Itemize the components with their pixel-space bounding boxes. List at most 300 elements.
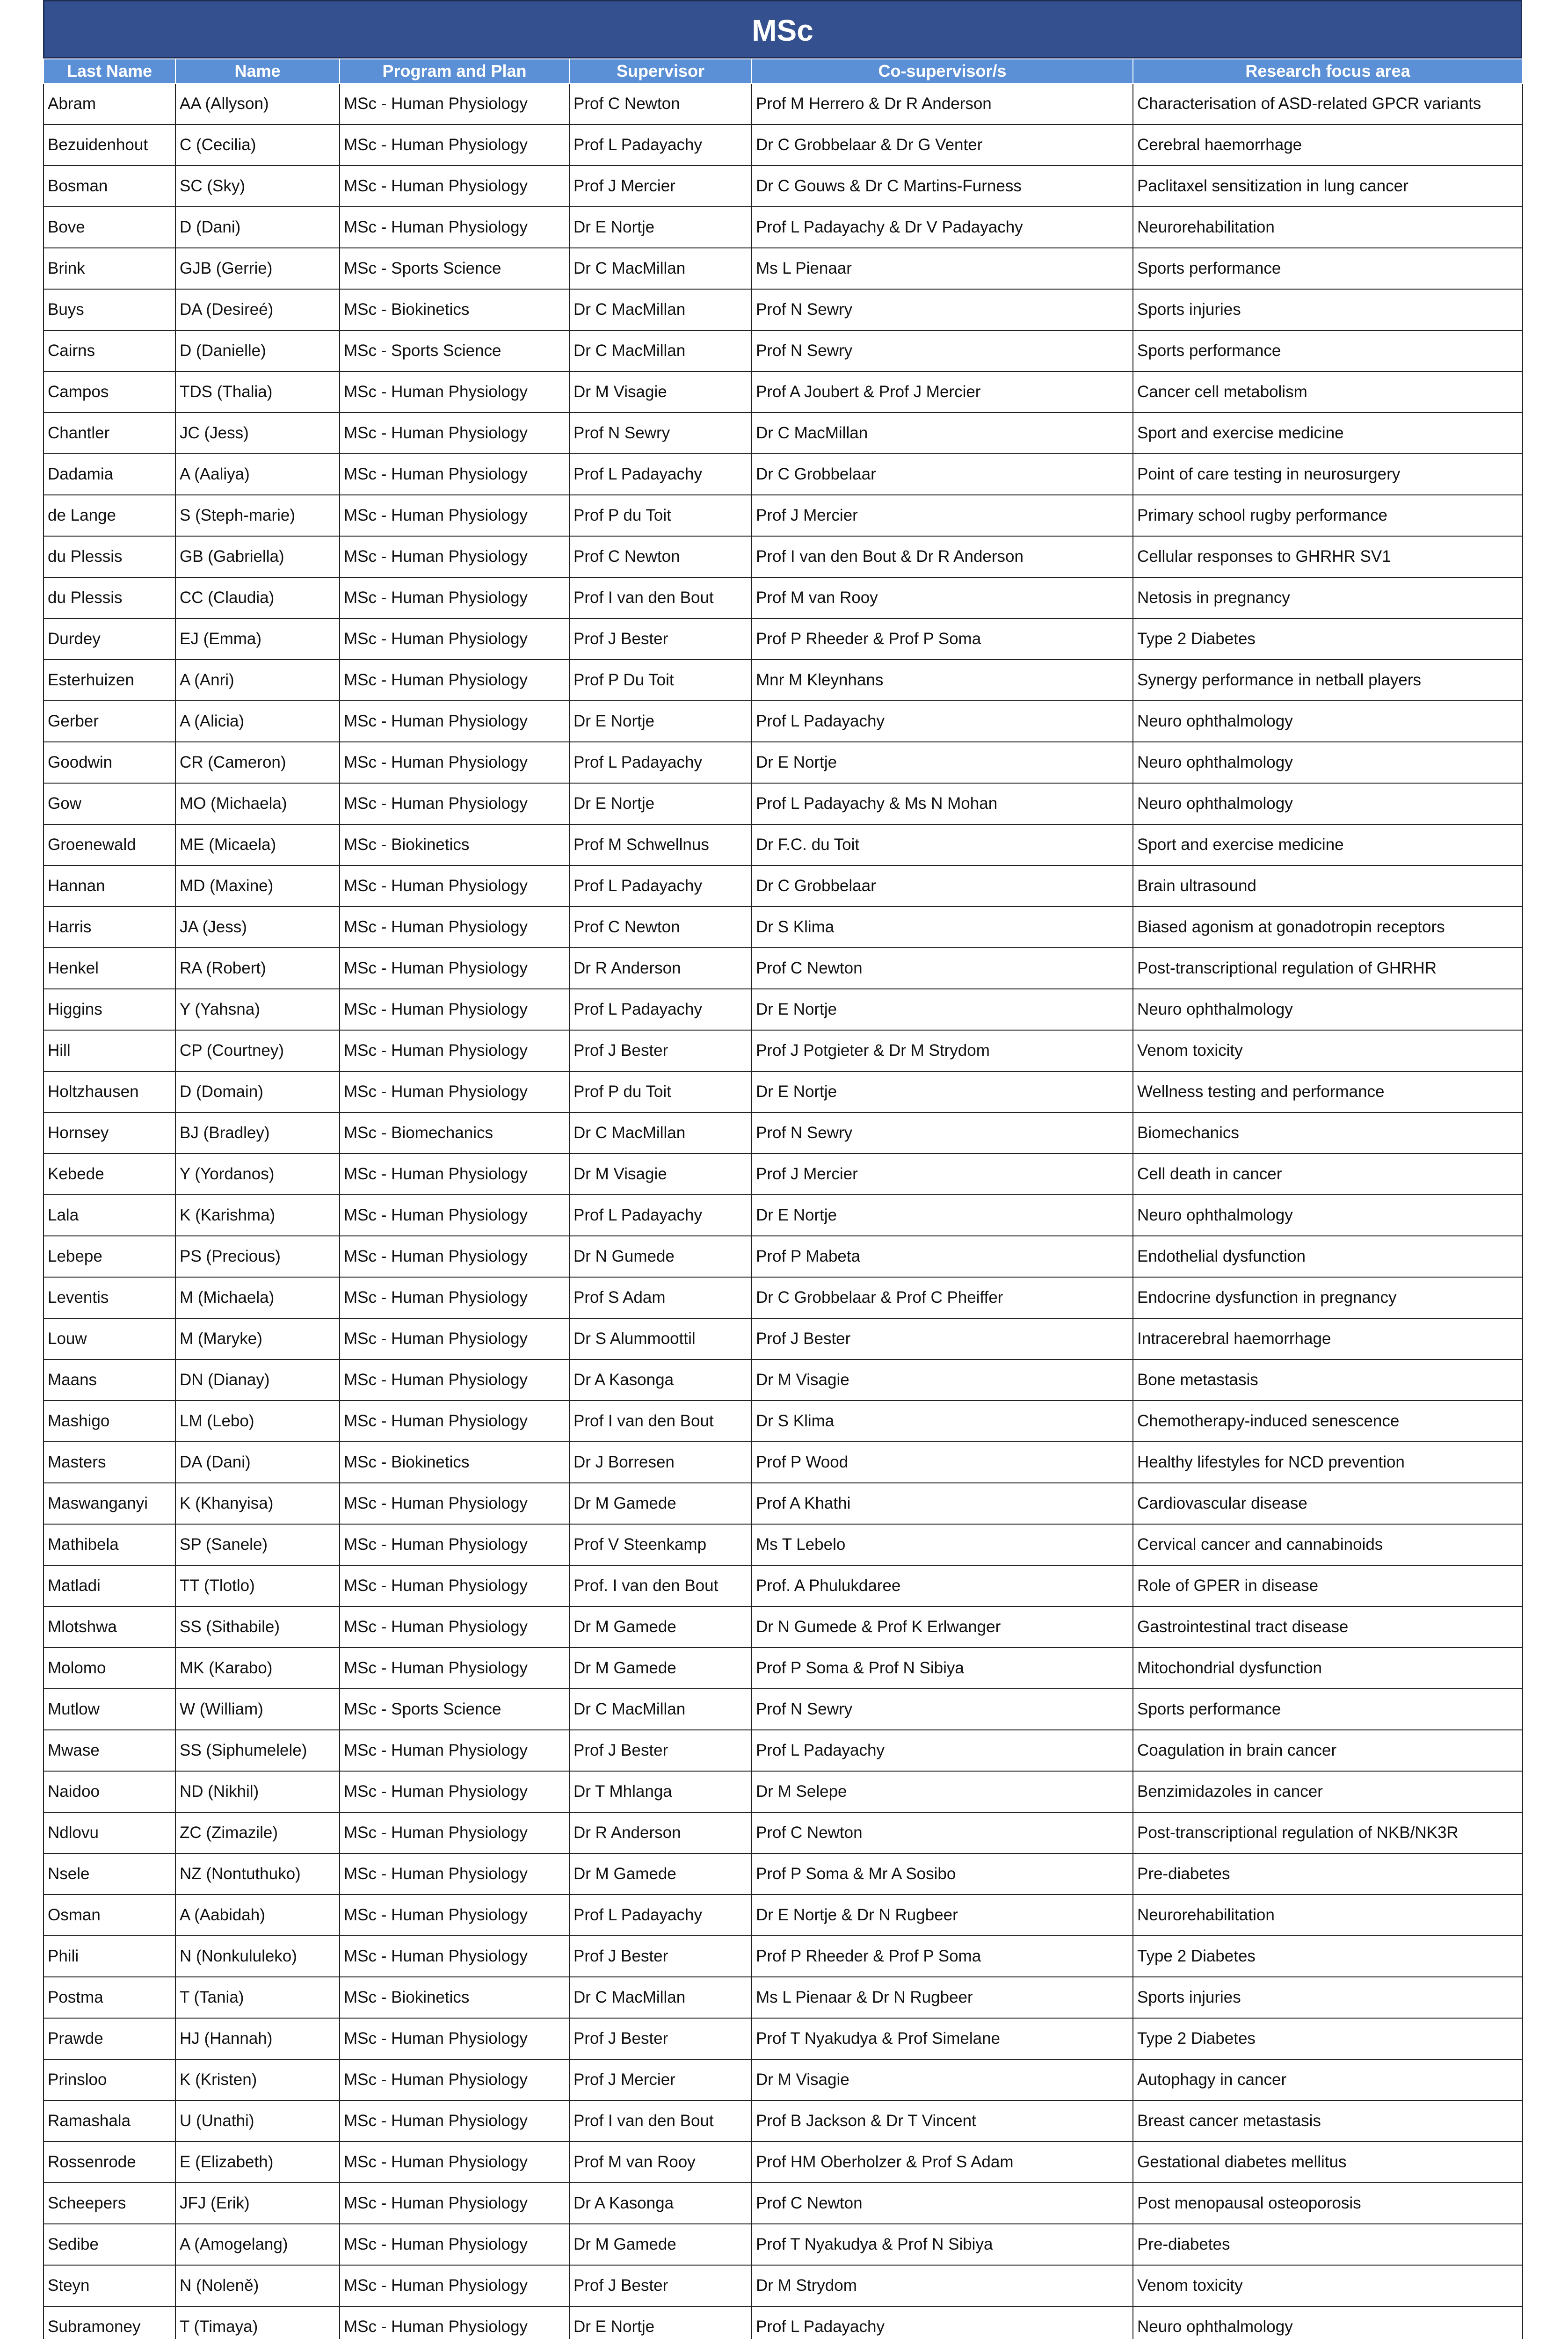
cell-research-focus-area: Sport and exercise medicine: [1133, 824, 1523, 865]
cell-program-and-plan: MSc - Human Physiology: [340, 1236, 569, 1277]
cell-program-and-plan: MSc - Human Physiology: [340, 2100, 569, 2142]
cell-program-and-plan: MSc - Human Physiology: [340, 701, 569, 742]
cell-co-supervisors: Prof P Rheeder & Prof P Soma: [752, 1936, 1133, 1977]
cell-research-focus-area: Autophagy in cancer: [1133, 2059, 1523, 2100]
cell-name: A (Alicia): [175, 701, 340, 742]
cell-supervisor: Dr C MacMillan: [569, 330, 752, 371]
cell-co-supervisors: Prof P Rheeder & Prof P Soma: [752, 618, 1133, 660]
table-row: [44, 2265, 1523, 2306]
cell-last-name: Bove: [44, 207, 175, 248]
table-row: [44, 742, 1523, 783]
cell-name: D (Danielle): [175, 330, 340, 371]
cell-research-focus-area: Type 2 Diabetes: [1133, 1936, 1523, 1977]
cell-last-name: Campos: [44, 371, 175, 413]
cell-last-name: Mashigo: [44, 1401, 175, 1442]
table-row: [44, 2142, 1523, 2183]
msc-header-row: [44, 59, 1523, 83]
cell-supervisor: Dr C MacMillan: [569, 248, 752, 289]
cell-research-focus-area: Netosis in pregnancy: [1133, 577, 1523, 618]
cell-program-and-plan: MSc - Human Physiology: [340, 1195, 569, 1236]
cell-last-name: Steyn: [44, 2265, 175, 2306]
cell-supervisor: Prof S Adam: [569, 1277, 752, 1318]
table-row: [44, 660, 1523, 701]
cell-name: JFJ (Erik): [175, 2183, 340, 2224]
cell-co-supervisors: Prof M Herrero & Dr R Anderson: [752, 83, 1133, 124]
table-row: [44, 948, 1523, 989]
cell-name: N (Noleně): [175, 2265, 340, 2306]
table-row: [44, 1812, 1523, 1853]
cell-name: TT (Tlotlo): [175, 1565, 340, 1606]
cell-program-and-plan: MSc - Human Physiology: [340, 1730, 569, 1771]
cell-research-focus-area: Sports injuries: [1133, 1977, 1523, 2018]
cell-research-focus-area: Characterisation of ASD-related GPCR variants: [1133, 83, 1523, 124]
cell-co-supervisors: Dr E Nortje: [752, 742, 1133, 783]
cell-last-name: Bezuidenhout: [44, 124, 175, 166]
table-row: [44, 330, 1523, 371]
cell-research-focus-area: Pre-diabetes: [1133, 2224, 1523, 2265]
cell-research-focus-area: Benzimidazoles in cancer: [1133, 1771, 1523, 1812]
cell-program-and-plan: MSc - Human Physiology: [340, 495, 569, 536]
column-header-research-focus-area: Research focus area: [1133, 59, 1523, 83]
cell-research-focus-area: Cervical cancer and cannabinoids: [1133, 1524, 1523, 1565]
cell-program-and-plan: MSc - Human Physiology: [340, 1606, 569, 1648]
cell-name: A (Anri): [175, 660, 340, 701]
table-row: [44, 824, 1523, 865]
cell-last-name: Matladi: [44, 1565, 175, 1606]
cell-last-name: Gow: [44, 783, 175, 824]
cell-last-name: Lala: [44, 1195, 175, 1236]
table-row: [44, 371, 1523, 413]
cell-research-focus-area: Sports performance: [1133, 248, 1523, 289]
cell-last-name: Cairns: [44, 330, 175, 371]
table-row: [44, 248, 1523, 289]
cell-research-focus-area: Cancer cell metabolism: [1133, 371, 1523, 413]
table-row: [44, 618, 1523, 660]
cell-last-name: Nsele: [44, 1853, 175, 1895]
cell-supervisor: Prof J Bester: [569, 2018, 752, 2059]
cell-program-and-plan: MSc - Biokinetics: [340, 1442, 569, 1483]
cell-research-focus-area: Biased agonism at gonadotropin receptors: [1133, 907, 1523, 948]
table-row: [44, 1112, 1523, 1154]
cell-last-name: Groenewald: [44, 824, 175, 865]
cell-program-and-plan: MSc - Human Physiology: [340, 742, 569, 783]
table-row: [44, 207, 1523, 248]
cell-last-name: Masters: [44, 1442, 175, 1483]
table-row: [44, 289, 1523, 330]
cell-supervisor: Prof P du Toit: [569, 495, 752, 536]
cell-co-supervisors: Prof A Joubert & Prof J Mercier: [752, 371, 1133, 413]
cell-last-name: Henkel: [44, 948, 175, 989]
cell-research-focus-area: Post-transcriptional regulation of GHRHR: [1133, 948, 1523, 989]
cell-program-and-plan: MSc - Human Physiology: [340, 2059, 569, 2100]
cell-last-name: Mutlow: [44, 1689, 175, 1730]
table-row: [44, 1895, 1523, 1936]
cell-program-and-plan: MSc - Human Physiology: [340, 1812, 569, 1853]
cell-co-supervisors: Prof C Newton: [752, 2183, 1133, 2224]
cell-co-supervisors: Prof A Khathi: [752, 1483, 1133, 1524]
table-row: [44, 1401, 1523, 1442]
cell-program-and-plan: MSc - Human Physiology: [340, 413, 569, 454]
cell-co-supervisors: Prof P Soma & Prof N Sibiya: [752, 1648, 1133, 1689]
cell-research-focus-area: Breast cancer metastasis: [1133, 2100, 1523, 2142]
table-row: [44, 1318, 1523, 1359]
cell-name: CP (Courtney): [175, 1030, 340, 1071]
cell-program-and-plan: MSc - Sports Science: [340, 330, 569, 371]
table-row: [44, 1730, 1523, 1771]
cell-program-and-plan: MSc - Human Physiology: [340, 2224, 569, 2265]
cell-co-supervisors: Dr M Visagie: [752, 1359, 1133, 1401]
cell-program-and-plan: MSc - Human Physiology: [340, 1771, 569, 1812]
cell-supervisor: Dr M Gamede: [569, 1606, 752, 1648]
table-row: [44, 1277, 1523, 1318]
cell-supervisor: Dr C MacMillan: [569, 1112, 752, 1154]
cell-research-focus-area: Cellular responses to GHRHR SV1: [1133, 536, 1523, 577]
cell-name: Y (Yordanos): [175, 1154, 340, 1195]
cell-name: TDS (Thalia): [175, 371, 340, 413]
cell-last-name: Hill: [44, 1030, 175, 1071]
table-row: [44, 2018, 1523, 2059]
cell-co-supervisors: Dr E Nortje & Dr N Rugbeer: [752, 1895, 1133, 1936]
cell-supervisor: Dr R Anderson: [569, 948, 752, 989]
cell-research-focus-area: Pre-diabetes: [1133, 1853, 1523, 1895]
cell-supervisor: Prof J Bester: [569, 1030, 752, 1071]
cell-co-supervisors: Prof L Padayachy: [752, 701, 1133, 742]
cell-program-and-plan: MSc - Human Physiology: [340, 2306, 569, 2339]
cell-program-and-plan: MSc - Human Physiology: [340, 1524, 569, 1565]
cell-last-name: Brink: [44, 248, 175, 289]
cell-supervisor: Dr M Gamede: [569, 1483, 752, 1524]
cell-name: NZ (Nontuthuko): [175, 1853, 340, 1895]
cell-program-and-plan: MSc - Human Physiology: [340, 83, 569, 124]
cell-research-focus-area: Venom toxicity: [1133, 2265, 1523, 2306]
table-row: [44, 83, 1523, 124]
cell-supervisor: Prof J Bester: [569, 2265, 752, 2306]
table-row: [44, 124, 1523, 166]
cell-research-focus-area: Neurorehabilitation: [1133, 207, 1523, 248]
cell-supervisor: Prof J Bester: [569, 618, 752, 660]
cell-name: RA (Robert): [175, 948, 340, 989]
cell-last-name: Goodwin: [44, 742, 175, 783]
cell-co-supervisors: Dr C Grobbelaar: [752, 454, 1133, 495]
table-row: [44, 1030, 1523, 1071]
cell-co-supervisors: Prof J Potgieter & Dr M Strydom: [752, 1030, 1133, 1071]
cell-name: E (Elizabeth): [175, 2142, 340, 2183]
table-row: [44, 413, 1523, 454]
cell-name: PS (Precious): [175, 1236, 340, 1277]
cell-supervisor: Prof L Padayachy: [569, 454, 752, 495]
cell-last-name: Abram: [44, 83, 175, 124]
cell-program-and-plan: MSc - Human Physiology: [340, 948, 569, 989]
table-row: [44, 2100, 1523, 2142]
cell-program-and-plan: MSc - Human Physiology: [340, 454, 569, 495]
cell-program-and-plan: MSc - Human Physiology: [340, 166, 569, 207]
cell-program-and-plan: MSc - Human Physiology: [340, 207, 569, 248]
cell-program-and-plan: MSc - Biokinetics: [340, 289, 569, 330]
cell-research-focus-area: Type 2 Diabetes: [1133, 618, 1523, 660]
table-row: [44, 495, 1523, 536]
cell-last-name: Prinsloo: [44, 2059, 175, 2100]
cell-research-focus-area: Healthy lifestyles for NCD prevention: [1133, 1442, 1523, 1483]
table-row: [44, 783, 1523, 824]
cell-research-focus-area: Neuro ophthalmology: [1133, 989, 1523, 1030]
cell-co-supervisors: Prof J Bester: [752, 1318, 1133, 1359]
cell-last-name: du Plessis: [44, 577, 175, 618]
table-row: [44, 1483, 1523, 1524]
cell-program-and-plan: MSc - Human Physiology: [340, 1936, 569, 1977]
cell-co-supervisors: Dr E Nortje: [752, 1195, 1133, 1236]
cell-research-focus-area: Neuro ophthalmology: [1133, 783, 1523, 824]
cell-co-supervisors: Dr E Nortje: [752, 1071, 1133, 1112]
cell-name: S (Steph-marie): [175, 495, 340, 536]
table-row: [44, 1771, 1523, 1812]
cell-program-and-plan: MSc - Human Physiology: [340, 371, 569, 413]
cell-program-and-plan: MSc - Human Physiology: [340, 1359, 569, 1401]
cell-research-focus-area: Point of care testing in neurosurgery: [1133, 454, 1523, 495]
cell-research-focus-area: Gastrointestinal tract disease: [1133, 1606, 1523, 1648]
cell-name: GB (Gabriella): [175, 536, 340, 577]
cell-program-and-plan: MSc - Human Physiology: [340, 1895, 569, 1936]
cell-supervisor: Prof P du Toit: [569, 1071, 752, 1112]
cell-program-and-plan: MSc - Human Physiology: [340, 1853, 569, 1895]
cell-program-and-plan: MSc - Human Physiology: [340, 2142, 569, 2183]
cell-research-focus-area: Primary school rugby performance: [1133, 495, 1523, 536]
cell-supervisor: Dr C MacMillan: [569, 1977, 752, 2018]
cell-name: ME (Micaela): [175, 824, 340, 865]
cell-last-name: Molomo: [44, 1648, 175, 1689]
cell-co-supervisors: Prof P Mabeta: [752, 1236, 1133, 1277]
table-row: [44, 1071, 1523, 1112]
cell-supervisor: Prof I van den Bout: [569, 1401, 752, 1442]
cell-co-supervisors: Dr F.C. du Toit: [752, 824, 1133, 865]
cell-program-and-plan: MSc - Human Physiology: [340, 577, 569, 618]
cell-co-supervisors: Dr E Nortje: [752, 989, 1133, 1030]
cell-last-name: Mlotshwa: [44, 1606, 175, 1648]
cell-supervisor: Prof C Newton: [569, 83, 752, 124]
cell-supervisor: Prof L Padayachy: [569, 1895, 752, 1936]
cell-research-focus-area: Biomechanics: [1133, 1112, 1523, 1154]
cell-supervisor: Prof C Newton: [569, 907, 752, 948]
cell-program-and-plan: MSc - Biokinetics: [340, 824, 569, 865]
cell-name: M (Michaela): [175, 1277, 340, 1318]
cell-research-focus-area: Wellness testing and performance: [1133, 1071, 1523, 1112]
cell-last-name: Harris: [44, 907, 175, 948]
cell-name: ND (Nikhil): [175, 1771, 340, 1812]
column-header-supervisor: Supervisor: [569, 59, 752, 83]
table-row: [44, 454, 1523, 495]
table-row: [44, 865, 1523, 907]
cell-name: BJ (Bradley): [175, 1112, 340, 1154]
cell-supervisor: Dr R Anderson: [569, 1812, 752, 1853]
cell-last-name: Phili: [44, 1936, 175, 1977]
cell-name: D (Domain): [175, 1071, 340, 1112]
cell-program-and-plan: MSc - Human Physiology: [340, 2018, 569, 2059]
cell-co-supervisors: Dr M Visagie: [752, 2059, 1133, 2100]
cell-supervisor: Prof J Mercier: [569, 2059, 752, 2100]
cell-program-and-plan: MSc - Human Physiology: [340, 1483, 569, 1524]
cell-last-name: Naidoo: [44, 1771, 175, 1812]
table-row: [44, 1154, 1523, 1195]
cell-supervisor: Prof I van den Bout: [569, 577, 752, 618]
table-row: [44, 1442, 1523, 1483]
column-header-last-name: Last Name: [44, 59, 175, 83]
cell-last-name: Hannan: [44, 865, 175, 907]
table-row: [44, 989, 1523, 1030]
cell-research-focus-area: Intracerebral haemorrhage: [1133, 1318, 1523, 1359]
cell-research-focus-area: Endothelial dysfunction: [1133, 1236, 1523, 1277]
cell-last-name: Kebede: [44, 1154, 175, 1195]
table-row: [44, 1689, 1523, 1730]
msc-section: [43, 0, 1522, 2339]
cell-supervisor: Dr C MacMillan: [569, 289, 752, 330]
cell-research-focus-area: Post menopausal osteoporosis: [1133, 2183, 1523, 2224]
table-row: [44, 166, 1523, 207]
cell-name: JC (Jess): [175, 413, 340, 454]
cell-research-focus-area: Cardiovascular disease: [1133, 1483, 1523, 1524]
cell-supervisor: Dr T Mhlanga: [569, 1771, 752, 1812]
cell-supervisor: Dr J Borresen: [569, 1442, 752, 1483]
cell-co-supervisors: Prof N Sewry: [752, 1689, 1133, 1730]
cell-name: DA (Dani): [175, 1442, 340, 1483]
cell-name: JA (Jess): [175, 907, 340, 948]
cell-program-and-plan: MSc - Sports Science: [340, 1689, 569, 1730]
cell-last-name: Maswanganyi: [44, 1483, 175, 1524]
cell-name: Y (Yahsna): [175, 989, 340, 1030]
cell-co-supervisors: Prof C Newton: [752, 1812, 1133, 1853]
cell-research-focus-area: Cell death in cancer: [1133, 1154, 1523, 1195]
cell-last-name: Subramoney: [44, 2306, 175, 2339]
cell-supervisor: Prof L Padayachy: [569, 742, 752, 783]
cell-name: K (Karishma): [175, 1195, 340, 1236]
cell-research-focus-area: Type 2 Diabetes: [1133, 2018, 1523, 2059]
cell-supervisor: Prof P Du Toit: [569, 660, 752, 701]
table-row: [44, 1936, 1523, 1977]
cell-supervisor: Prof L Padayachy: [569, 989, 752, 1030]
cell-co-supervisors: Prof J Mercier: [752, 1154, 1133, 1195]
cell-supervisor: Dr E Nortje: [569, 701, 752, 742]
table-row: [44, 701, 1523, 742]
cell-co-supervisors: Prof I van den Bout & Dr R Anderson: [752, 536, 1133, 577]
cell-last-name: Maans: [44, 1359, 175, 1401]
cell-research-focus-area: Neuro ophthalmology: [1133, 701, 1523, 742]
table-row: [44, 1359, 1523, 1401]
cell-last-name: Durdey: [44, 618, 175, 660]
cell-name: GJB (Gerrie): [175, 248, 340, 289]
column-header-co-supervisors: Co-supervisor/s: [752, 59, 1133, 83]
cell-research-focus-area: Paclitaxel sensitization in lung cancer: [1133, 166, 1523, 207]
cell-research-focus-area: Chemotherapy-induced senescence: [1133, 1401, 1523, 1442]
cell-last-name: Buys: [44, 289, 175, 330]
cell-co-supervisors: Dr C MacMillan: [752, 413, 1133, 454]
cell-name: W (William): [175, 1689, 340, 1730]
cell-co-supervisors: Prof P Soma & Mr A Sosibo: [752, 1853, 1133, 1895]
cell-co-supervisors: Prof P Wood: [752, 1442, 1133, 1483]
cell-last-name: Ndlovu: [44, 1812, 175, 1853]
table-row: [44, 1195, 1523, 1236]
cell-name: MD (Maxine): [175, 865, 340, 907]
cell-name: M (Maryke): [175, 1318, 340, 1359]
cell-research-focus-area: Role of GPER in disease: [1133, 1565, 1523, 1606]
cell-co-supervisors: Prof T Nyakudya & Prof N Sibiya: [752, 2224, 1133, 2265]
cell-last-name: Osman: [44, 1895, 175, 1936]
cell-last-name: Hornsey: [44, 1112, 175, 1154]
cell-co-supervisors: Ms T Lebelo: [752, 1524, 1133, 1565]
cell-program-and-plan: MSc - Human Physiology: [340, 536, 569, 577]
cell-supervisor: Prof. I van den Bout: [569, 1565, 752, 1606]
cell-supervisor: Dr E Nortje: [569, 2306, 752, 2339]
table-row: [44, 2059, 1523, 2100]
cell-co-supervisors: Ms L Pienaar & Dr N Rugbeer: [752, 1977, 1133, 2018]
cell-program-and-plan: MSc - Human Physiology: [340, 124, 569, 166]
cell-supervisor: Dr A Kasonga: [569, 1359, 752, 1401]
table-row: [44, 1977, 1523, 2018]
cell-program-and-plan: MSc - Human Physiology: [340, 1277, 569, 1318]
cell-name: K (Khanyisa): [175, 1483, 340, 1524]
cell-name: A (Aabidah): [175, 1895, 340, 1936]
cell-name: SP (Sanele): [175, 1524, 340, 1565]
table-row: [44, 1524, 1523, 1565]
cell-co-supervisors: Dr M Strydom: [752, 2265, 1133, 2306]
cell-supervisor: Prof L Padayachy: [569, 865, 752, 907]
cell-supervisor: Dr M Gamede: [569, 1853, 752, 1895]
cell-name: D (Dani): [175, 207, 340, 248]
table-row: [44, 1606, 1523, 1648]
cell-program-and-plan: MSc - Human Physiology: [340, 1318, 569, 1359]
cell-name: K (Kristen): [175, 2059, 340, 2100]
cell-program-and-plan: MSc - Human Physiology: [340, 2183, 569, 2224]
table-row: [44, 1236, 1523, 1277]
cell-program-and-plan: MSc - Human Physiology: [340, 1565, 569, 1606]
cell-name: DN (Dianay): [175, 1359, 340, 1401]
table-row: [44, 1565, 1523, 1606]
table-row: [44, 907, 1523, 948]
cell-program-and-plan: MSc - Human Physiology: [340, 989, 569, 1030]
cell-supervisor: Prof M van Rooy: [569, 2142, 752, 2183]
cell-last-name: du Plessis: [44, 536, 175, 577]
cell-name: SS (Siphumelele): [175, 1730, 340, 1771]
msc-table-body: [44, 83, 1523, 2339]
cell-name: AA (Allyson): [175, 83, 340, 124]
cell-co-supervisors: Prof B Jackson & Dr T Vincent: [752, 2100, 1133, 2142]
cell-co-supervisors: Dr C Grobbelaar & Prof C Pheiffer: [752, 1277, 1133, 1318]
cell-last-name: Prawde: [44, 2018, 175, 2059]
table-row: [44, 2306, 1523, 2339]
cell-name: CC (Claudia): [175, 577, 340, 618]
cell-research-focus-area: Brain ultrasound: [1133, 865, 1523, 907]
cell-supervisor: Dr E Nortje: [569, 207, 752, 248]
cell-co-supervisors: Prof L Padayachy & Dr V Padayachy: [752, 207, 1133, 248]
cell-supervisor: Dr M Visagie: [569, 1154, 752, 1195]
cell-co-supervisors: Dr M Selepe: [752, 1771, 1133, 1812]
cell-supervisor: Dr M Gamede: [569, 2224, 752, 2265]
column-header-program-and-plan: Program and Plan: [340, 59, 569, 83]
cell-co-supervisors: Dr S Klima: [752, 1401, 1133, 1442]
cell-last-name: Leventis: [44, 1277, 175, 1318]
cell-last-name: Postma: [44, 1977, 175, 2018]
cell-last-name: Ramashala: [44, 2100, 175, 2142]
msc-table: [43, 58, 1523, 2339]
cell-name: T (Tania): [175, 1977, 340, 2018]
msc-title: MSc: [43, 0, 1522, 58]
cell-program-and-plan: MSc - Biomechanics: [340, 1112, 569, 1154]
cell-name: ZC (Zimazile): [175, 1812, 340, 1853]
cell-last-name: Louw: [44, 1318, 175, 1359]
cell-co-supervisors: Prof HM Oberholzer & Prof S Adam: [752, 2142, 1133, 2183]
cell-research-focus-area: Sports performance: [1133, 330, 1523, 371]
cell-co-supervisors: Ms L Pienaar: [752, 248, 1133, 289]
cell-co-supervisors: Dr N Gumede & Prof K Erlwanger: [752, 1606, 1133, 1648]
table-row: [44, 1853, 1523, 1895]
cell-supervisor: Dr C MacMillan: [569, 1689, 752, 1730]
